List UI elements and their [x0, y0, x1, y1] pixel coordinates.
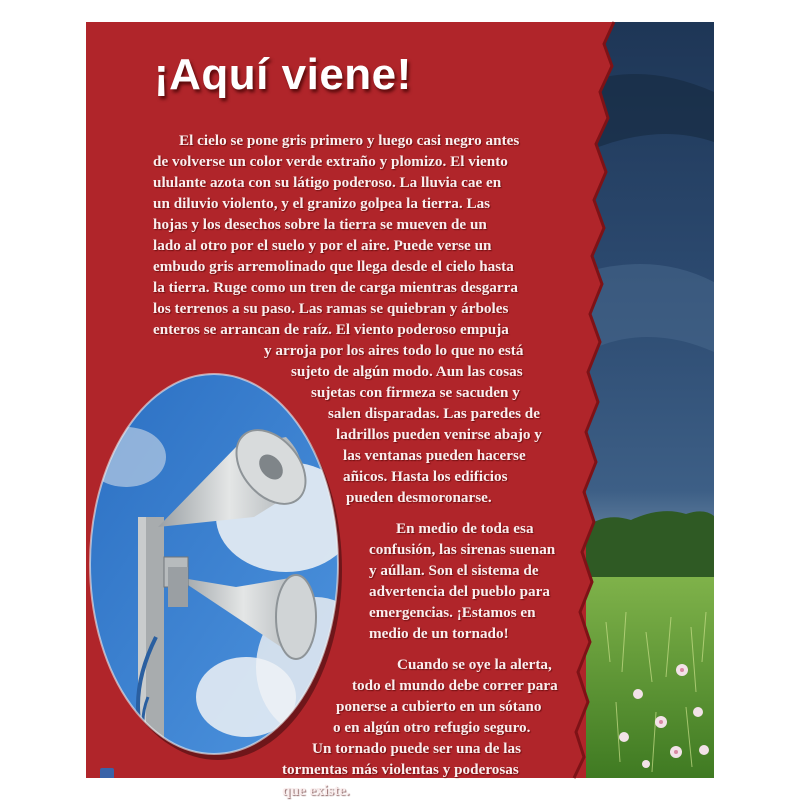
body-line: o en algún otro refugio seguro.: [333, 719, 531, 736]
page-title: ¡Aquí viene!: [154, 50, 412, 99]
body-line: ululante azota con su látigo poderoso. La lluvia cae en: [153, 174, 502, 191]
body-line: salen disparadas. Las paredes de: [328, 405, 540, 422]
body-line: confusión, las sirenas suenan: [369, 541, 556, 558]
body-line: ponerse a cubierto en un sótano: [336, 698, 542, 715]
body-line: las ventanas pueden hacerse: [343, 447, 526, 464]
body-line: de volverse un color verde extraño y plomizo. El viento: [153, 153, 508, 170]
body-line: y aúllan. Son el sistema de: [369, 562, 539, 579]
body-line: medio de un tornado!: [369, 625, 509, 642]
body-line: sujetas con firmeza se sacuden y: [311, 384, 520, 401]
body-line: lado al otro por el suelo y por el aire. Puede verse un: [153, 237, 492, 254]
body-line: Cuando se oye la alerta,: [397, 656, 552, 673]
body-line: enteros se arrancan de raíz. El viento poderoso empuja: [153, 321, 509, 338]
body-line: tormentas más violentas y poderosas: [282, 761, 519, 778]
body-line: hojas y los desechos sobre la tierra se mueven de un: [153, 216, 487, 233]
body-line: un diluvio violento, y el granizo golpea la tierra. Las: [153, 195, 491, 212]
body-line: los terrenos a su paso. Las ramas se quiebran y árboles: [153, 300, 509, 317]
body-line: En medio de toda esa: [396, 520, 534, 537]
body-line: ladrillos pueden venirse abajo y: [336, 426, 542, 443]
body-line: emergencias. ¡Estamos en: [369, 604, 536, 621]
body-line: que existe.: [282, 782, 350, 799]
body-text: [86, 22, 714, 799]
body-line: la tierra. Ruge como un tren de carga mientras desgarra: [153, 279, 518, 296]
body-line: todo el mundo debe correr para: [352, 677, 558, 694]
book-page: [86, 22, 714, 799]
body-line: advertencia del pueblo para: [369, 583, 550, 600]
body-line: El cielo se pone gris primero y luego casi negro antes: [179, 132, 520, 149]
body-line: sujeto de algún modo. Aun las cosas: [291, 363, 523, 380]
page-number-tab: [100, 768, 114, 778]
body-line: embudo gris arremolinado que llega desde el cielo hasta: [153, 258, 514, 275]
body-line: Un tornado puede ser una de las: [312, 740, 522, 757]
body-line: y arroja por los aires todo lo que no está: [264, 342, 524, 359]
body-line: pueden desmoronarse.: [346, 489, 492, 506]
body-line: añicos. Hasta los edificios: [343, 468, 508, 485]
